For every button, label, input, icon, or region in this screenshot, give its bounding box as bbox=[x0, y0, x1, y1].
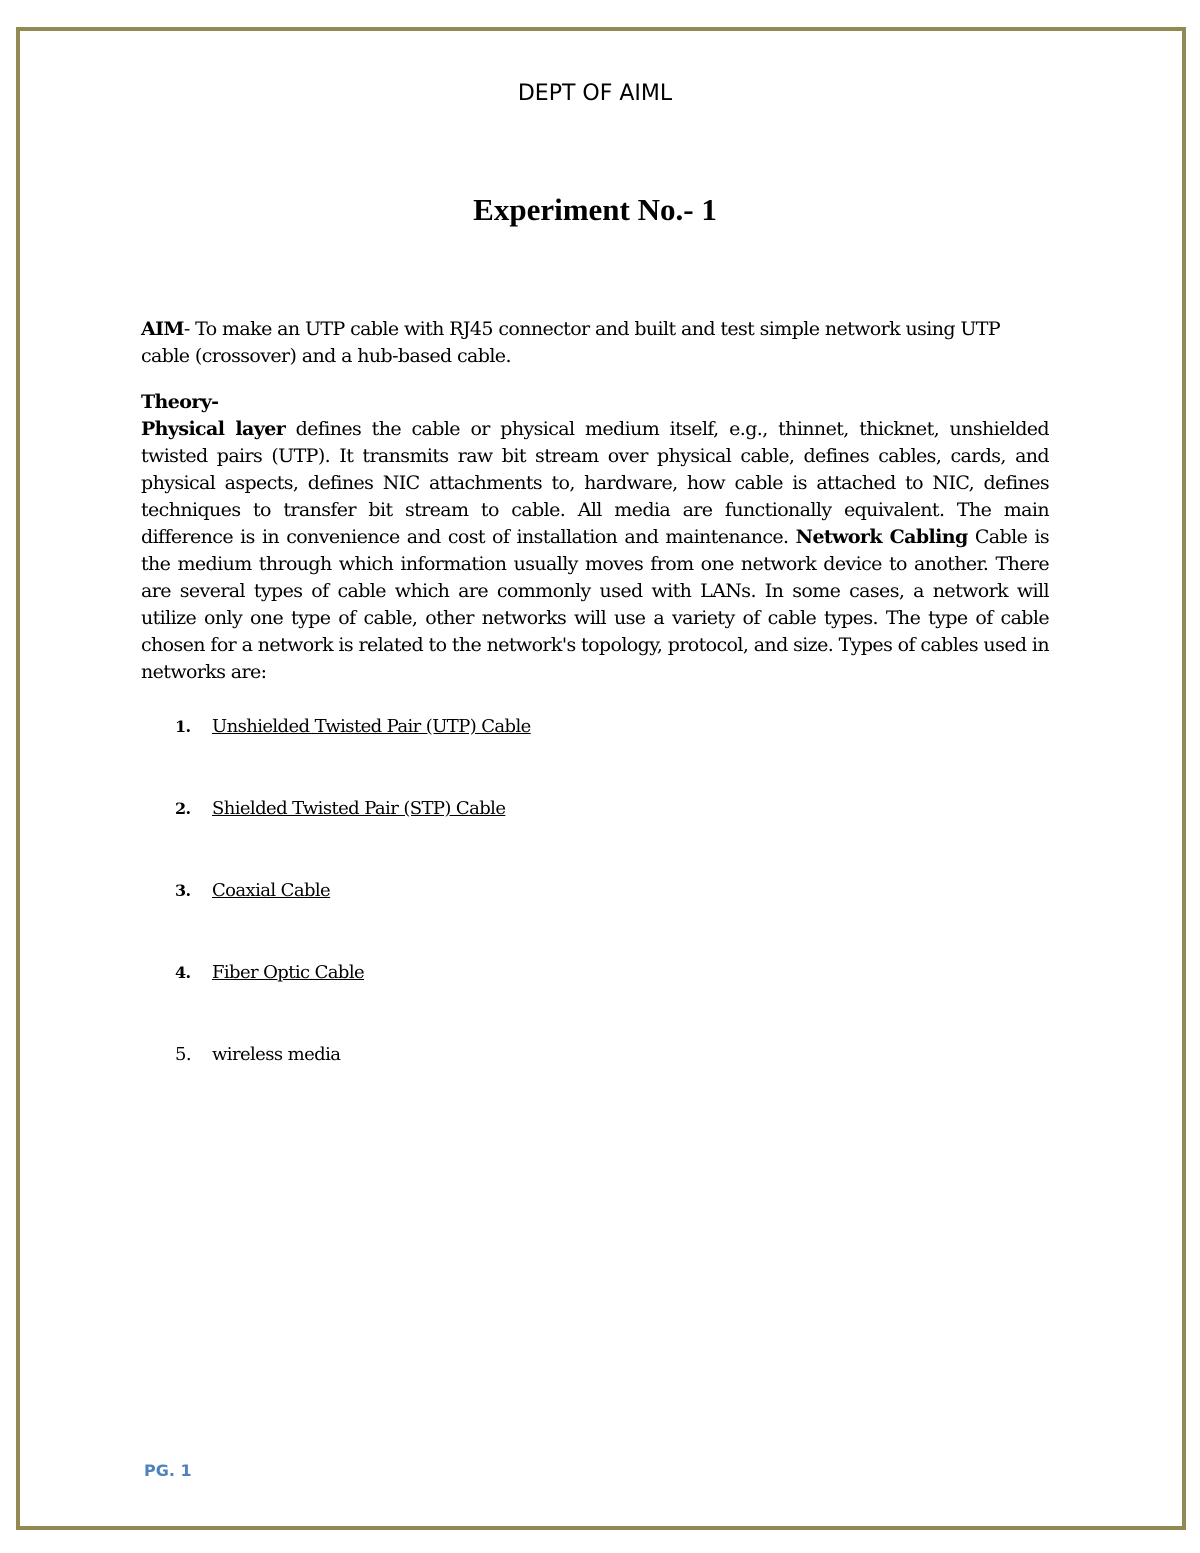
page-header: DEPT OF AIML bbox=[517, 81, 673, 106]
list-item bbox=[141, 712, 1049, 794]
page-title: Experiment No.- 1 bbox=[473, 192, 717, 227]
theory-heading: Theory- bbox=[141, 391, 219, 413]
physical-layer-text: defines the cable or physical medium itself, e.g., thinnet, thicknet, unshielded twisted pairs (UTP). It transmits raw bit stream over physical cable, defines cables, cards, and physical aspects, defines NIC attachments to, hardware, how cable is attached to NIC, defines techniques to transfer bit stream to cable. All media are functionally equivalent. The main difference is in convenience and cost of installation and maintenance. bbox=[141, 418, 1049, 548]
list-item-number: 5. bbox=[175, 1044, 191, 1065]
list-item-label: Fiber Optic Cable bbox=[212, 962, 365, 983]
network-cabling-text: Cable is the medium through which information usually moves from one network device to another. There are several types of cable which are commonly used with LANs. In some cases, a network will utilize only one type of cable, other networks will use a variety of cable types. The type of cable chosen for a network is related to the network's topology, protocol, and size. Types of cables used in networks are: bbox=[141, 526, 1049, 683]
list-item-number: 1. bbox=[175, 717, 191, 736]
list-item-label: wireless media bbox=[212, 1044, 341, 1065]
network-cabling-label: Network Cabling bbox=[795, 526, 968, 548]
page-number: PG. 1 bbox=[144, 1461, 192, 1480]
list-item-number: 2. bbox=[175, 799, 191, 818]
list-item-label: Coaxial Cable bbox=[212, 880, 331, 901]
aim-label: AIM bbox=[141, 318, 184, 340]
physical-layer-label: Physical layer bbox=[141, 418, 286, 440]
list-item bbox=[141, 958, 1049, 1040]
aim-text: - To make an UTP cable with RJ45 connector and built and test simple network using UTP cable (crossover) and a hub-based cable. bbox=[141, 318, 1001, 367]
list-item-label: Shielded Twisted Pair (STP) Cable bbox=[212, 798, 506, 819]
list-item bbox=[141, 794, 1049, 876]
list-item bbox=[141, 876, 1049, 958]
aim-paragraph bbox=[141, 316, 1049, 370]
cable-types-list bbox=[141, 712, 1049, 1122]
list-item bbox=[141, 1040, 1049, 1122]
list-item-label: Unshielded Twisted Pair (UTP) Cable bbox=[212, 716, 531, 737]
list-item-number: 4. bbox=[175, 963, 191, 982]
theory-section bbox=[141, 389, 1049, 686]
list-item-number: 3. bbox=[175, 881, 191, 900]
